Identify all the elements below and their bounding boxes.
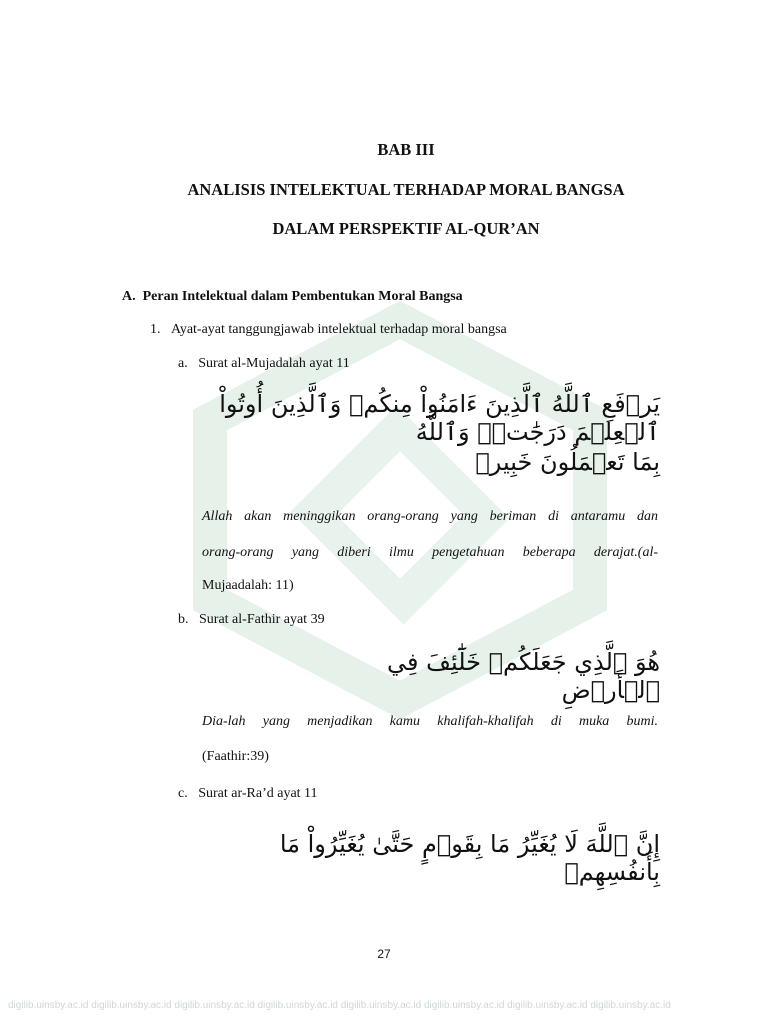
item-1-heading: 1. Ayat-ayat tanggungjawab intelektual terhadap moral bangsa xyxy=(150,322,507,337)
sub-a-heading: a. Surat al-Mujadalah ayat 11 xyxy=(178,356,350,371)
chapter-title-line-2: DALAM PERSPEKTIF AL-QUR’AN xyxy=(272,219,540,238)
translation-b-line-1: Dia-lah yang menjadikan kamu khalifah-khalifah di muka bumi. xyxy=(202,714,658,729)
page-number: 27 xyxy=(377,947,391,961)
footer-watermark-links: digilib.uinsby.ac.id digilib.uinsby.ac.id digilib.uinsby.ac.id digilib.uinsby.ac.id digilib.uinsby.ac.id digilib.uinsby.ac.id digilib.uinsby.ac.id digilib.uinsby.ac.id xyxy=(8,1000,671,1011)
translation-a-line-2: orang-orang yang diberi ilmu pengetahuan beberapa derajat.(al- xyxy=(202,545,658,560)
section-a-heading: A. Peran Intelektual dalam Pembentukan Moral Bangsa xyxy=(122,289,463,304)
arabic-verse-a-line-2: بِمَا تَعۡمَلُونَ خَبِيرٞ xyxy=(475,448,660,476)
sub-b-heading: b. Surat al-Fathir ayat 39 xyxy=(178,612,325,627)
translation-b-line-2: (Faathir:39) xyxy=(202,749,269,764)
sub-c-heading: c. Surat ar-Ra’d ayat 11 xyxy=(178,786,318,801)
translation-a-line-3: Mujaadalah: 11) xyxy=(202,578,294,593)
arabic-verse-b: هُوَ ٱلَّذِي جَعَلَكُمۡ خَلَٰٓئِفَ فِي ٱلۡأَرۡضِ xyxy=(387,648,660,704)
arabic-verse-c: إِنَّ ٱللَّهَ لَا يُغَيِّرُ مَا بِقَوۡمٍ حَتَّىٰ يُغَيِّرُواْ مَا بِأَنفُسِهِمۡ xyxy=(279,830,660,886)
arabic-verse-a-line-1: يَرۡفَعِ ٱللَّهُ ٱلَّذِينَ ءَامَنُواْ مِنكُمۡ وَٱلَّذِينَ أُوتُواْ ٱلۡعِلۡمَ دَرَجَٰتٖۚ وَٱللَّهُ xyxy=(219,390,660,446)
chapter-title-line-1: ANALISIS INTELEKTUAL TERHADAP MORAL BANGSA xyxy=(187,180,625,199)
chapter-heading: BAB III xyxy=(377,140,435,159)
translation-a-line-1: Allah akan meninggikan orang-orang yang beriman di antaramu dan xyxy=(202,509,658,524)
